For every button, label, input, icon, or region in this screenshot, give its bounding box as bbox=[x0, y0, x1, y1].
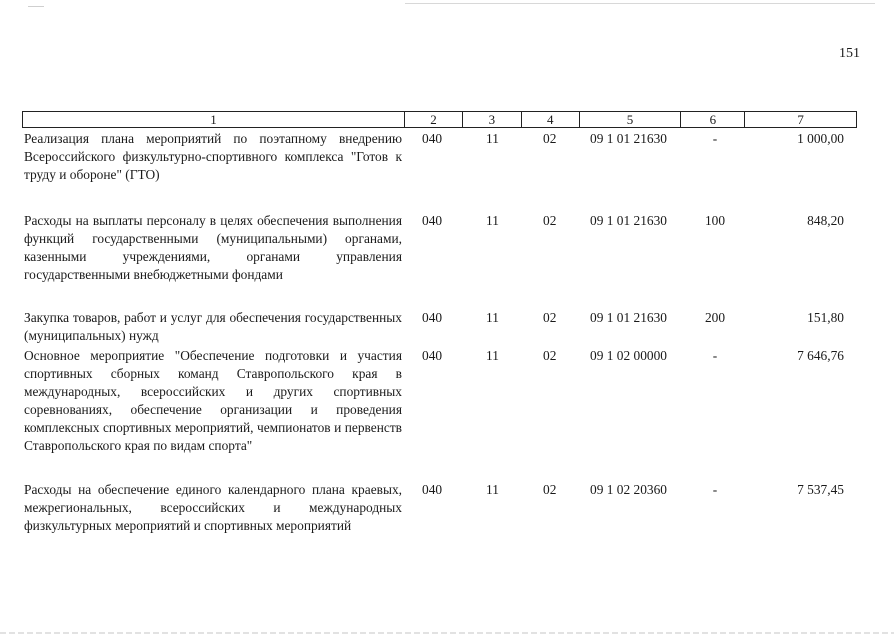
row-col-7: 848,20 bbox=[807, 213, 844, 228]
row-col-3: 11 bbox=[486, 131, 499, 146]
column-header-6: 6 bbox=[681, 112, 745, 127]
row-col-2: 040 bbox=[422, 131, 443, 146]
row-col-7: 151,80 bbox=[807, 310, 844, 325]
column-header-4: 4 bbox=[522, 112, 580, 127]
table-row bbox=[22, 130, 857, 202]
row-col-5: 09 1 02 00000 bbox=[590, 348, 667, 363]
column-header-1: 1 bbox=[23, 112, 405, 127]
row-col-4: 02 bbox=[543, 482, 557, 497]
row-col-2: 040 bbox=[422, 482, 443, 497]
row-col-3: 11 bbox=[486, 310, 499, 325]
row-col-7: 7 646,76 bbox=[797, 348, 844, 363]
row-col-5: 09 1 02 20360 bbox=[590, 482, 667, 497]
row-col-4: 02 bbox=[543, 213, 557, 228]
row-col-2: 040 bbox=[422, 348, 443, 363]
scan-artifact-mark bbox=[28, 6, 44, 7]
row-col-2: 040 bbox=[422, 310, 443, 325]
row-description: Расходы на выплаты персоналу в целях обеспечения выполнения функций государственными (муниципальными) органами, казенными учреждениями, органами управления государственными внебюджетными фондами bbox=[24, 213, 402, 282]
row-col-6: 200 bbox=[704, 310, 726, 325]
row-description: Основное мероприятие "Обеспечение подготовки и участия спортивных сборных команд Ставропольского края в международных, всероссийских и других спортивных соревнованиях, обеспечение организации и проведения комплексных спортивных мероприятий, чемпионатов и первенств Ставропольского края по видам спорта" bbox=[24, 348, 402, 453]
column-header-2: 2 bbox=[405, 112, 463, 127]
row-col-4: 02 bbox=[543, 310, 557, 325]
row-col-7: 1 000,00 bbox=[797, 131, 844, 146]
row-col-4: 02 bbox=[543, 348, 557, 363]
row-description: Закупка товаров, работ и услуг для обеспечения государственных (муниципальных) нужд bbox=[24, 310, 402, 343]
row-col-4: 02 bbox=[543, 131, 557, 146]
table-row bbox=[22, 309, 857, 347]
row-col-6: - bbox=[712, 131, 718, 146]
table-row bbox=[22, 212, 857, 304]
row-col-5: 09 1 01 21630 bbox=[590, 213, 667, 228]
row-col-2: 040 bbox=[422, 213, 443, 228]
scan-artifact-top bbox=[405, 3, 875, 4]
row-col-7: 7 537,45 bbox=[797, 482, 844, 497]
table-row bbox=[22, 347, 857, 475]
row-description: Реализация плана мероприятий по поэтапному внедрению Всероссийского физкультурно-спортивного комплекса "Готов к труду и обороне" (ГТО) bbox=[24, 131, 402, 182]
row-col-3: 11 bbox=[486, 213, 499, 228]
table-row bbox=[22, 481, 857, 555]
row-col-3: 11 bbox=[486, 482, 499, 497]
page-number: 151 bbox=[839, 46, 860, 61]
row-col-5: 09 1 01 21630 bbox=[590, 131, 667, 146]
table-header-row bbox=[22, 111, 857, 128]
column-header-7: 7 bbox=[797, 112, 804, 127]
row-col-6: - bbox=[712, 482, 718, 497]
column-header-5: 5 bbox=[580, 112, 682, 127]
row-col-5: 09 1 01 21630 bbox=[590, 310, 667, 325]
column-header-3: 3 bbox=[463, 112, 522, 127]
row-col-6: 100 bbox=[704, 213, 726, 228]
row-col-3: 11 bbox=[486, 348, 499, 363]
row-col-6: - bbox=[712, 348, 718, 363]
row-description: Расходы на обеспечение единого календарного плана краевых, межрегиональных, всероссийских и международных физкультурных мероприятий и спортивных мероприятий bbox=[24, 482, 402, 533]
scan-artifact-bottom bbox=[0, 632, 894, 634]
